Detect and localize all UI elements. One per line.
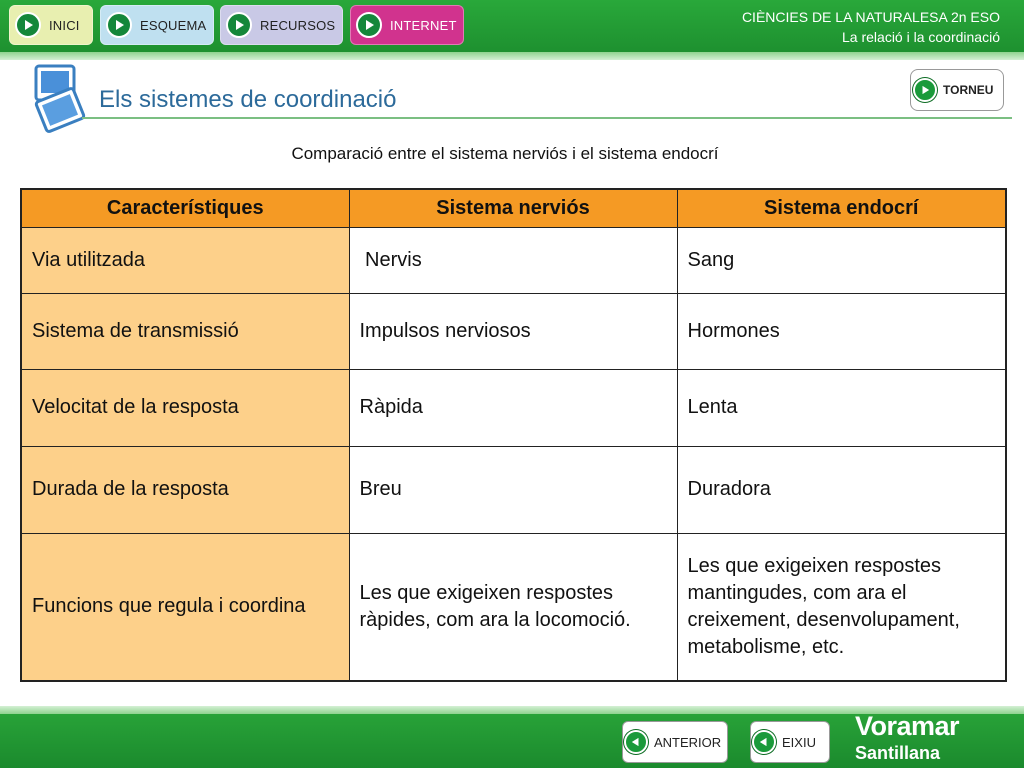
course-unit: La relació i la coordinació bbox=[842, 29, 1000, 45]
play-icon bbox=[226, 12, 252, 38]
table-row bbox=[21, 369, 1006, 446]
monitor-icon bbox=[28, 64, 88, 136]
anterior-label: ANTERIOR bbox=[654, 734, 722, 750]
row-header-cell: Funcions que regula i coordina bbox=[21, 533, 349, 681]
table-row bbox=[21, 533, 1006, 681]
back-arrow-icon bbox=[624, 730, 648, 754]
table-header-row bbox=[21, 189, 1006, 227]
comparison-table bbox=[20, 188, 1007, 682]
torneu-button[interactable] bbox=[910, 69, 1004, 111]
brand-publisher: Santillana bbox=[855, 743, 941, 763]
tab-inici[interactable] bbox=[9, 5, 93, 45]
column-header: Sistema nerviós bbox=[349, 189, 677, 227]
course-title bbox=[742, 7, 1000, 47]
table-cell: Duradora bbox=[677, 446, 1006, 533]
tab-recursos-label: RECURSOS bbox=[260, 17, 336, 33]
table-cell: Sang bbox=[677, 227, 1006, 293]
row-header-cell: Durada de la resposta bbox=[21, 446, 349, 533]
table-row bbox=[21, 227, 1006, 293]
column-header: Sistema endocrí bbox=[677, 189, 1006, 227]
table-row bbox=[21, 293, 1006, 369]
row-header-cell: Velocitat de la resposta bbox=[21, 369, 349, 446]
tab-recursos[interactable] bbox=[220, 5, 343, 45]
table-row bbox=[21, 446, 1006, 533]
play-icon bbox=[913, 78, 937, 102]
row-header-cell: Via utilitzada bbox=[21, 227, 349, 293]
row-header-cell: Sistema de transmissió bbox=[21, 293, 349, 369]
play-icon bbox=[356, 12, 382, 38]
table-cell: Nervis bbox=[349, 227, 677, 293]
anterior-button[interactable] bbox=[622, 721, 728, 763]
eixiu-button[interactable] bbox=[750, 721, 830, 763]
table-cell: Les que exigeixen respostes mantingudes, com ara el creixement, desenvolupament, metabolisme, etc. bbox=[677, 533, 1006, 681]
table-cell: Ràpida bbox=[349, 369, 677, 446]
section-title: Els sistemes de coordinació bbox=[99, 86, 397, 113]
table-caption: Comparació entre el sistema nerviós i el sistema endocrí bbox=[291, 144, 719, 163]
column-header: Característiques bbox=[21, 189, 349, 227]
table-cell: Breu bbox=[349, 446, 677, 533]
tab-inici-label: INICI bbox=[49, 17, 80, 33]
table-cell: Les que exigeixen respostes ràpides, com ara la locomoció. bbox=[349, 533, 677, 681]
tab-internet-label: INTERNET bbox=[390, 17, 457, 33]
tab-internet[interactable] bbox=[350, 5, 464, 45]
table-cell: Hormones bbox=[677, 293, 1006, 369]
publisher-logo bbox=[855, 710, 1015, 764]
section-divider bbox=[82, 117, 1012, 119]
eixiu-label: EIXIU bbox=[782, 734, 816, 750]
play-icon bbox=[15, 12, 41, 38]
tab-esquema[interactable] bbox=[100, 5, 214, 45]
brand-name: Voramar bbox=[855, 711, 960, 741]
table-cell: Impulsos nerviosos bbox=[349, 293, 677, 369]
tab-esquema-label: ESQUEMA bbox=[140, 17, 207, 33]
top-bar-stripe bbox=[0, 52, 1024, 60]
play-icon bbox=[106, 12, 132, 38]
table-cell: Lenta bbox=[677, 369, 1006, 446]
torneu-label: TORNEU bbox=[943, 83, 994, 97]
back-arrow-icon bbox=[752, 730, 776, 754]
course-name: CIÈNCIES DE LA NATURALESA 2n ESO bbox=[741, 9, 1000, 25]
